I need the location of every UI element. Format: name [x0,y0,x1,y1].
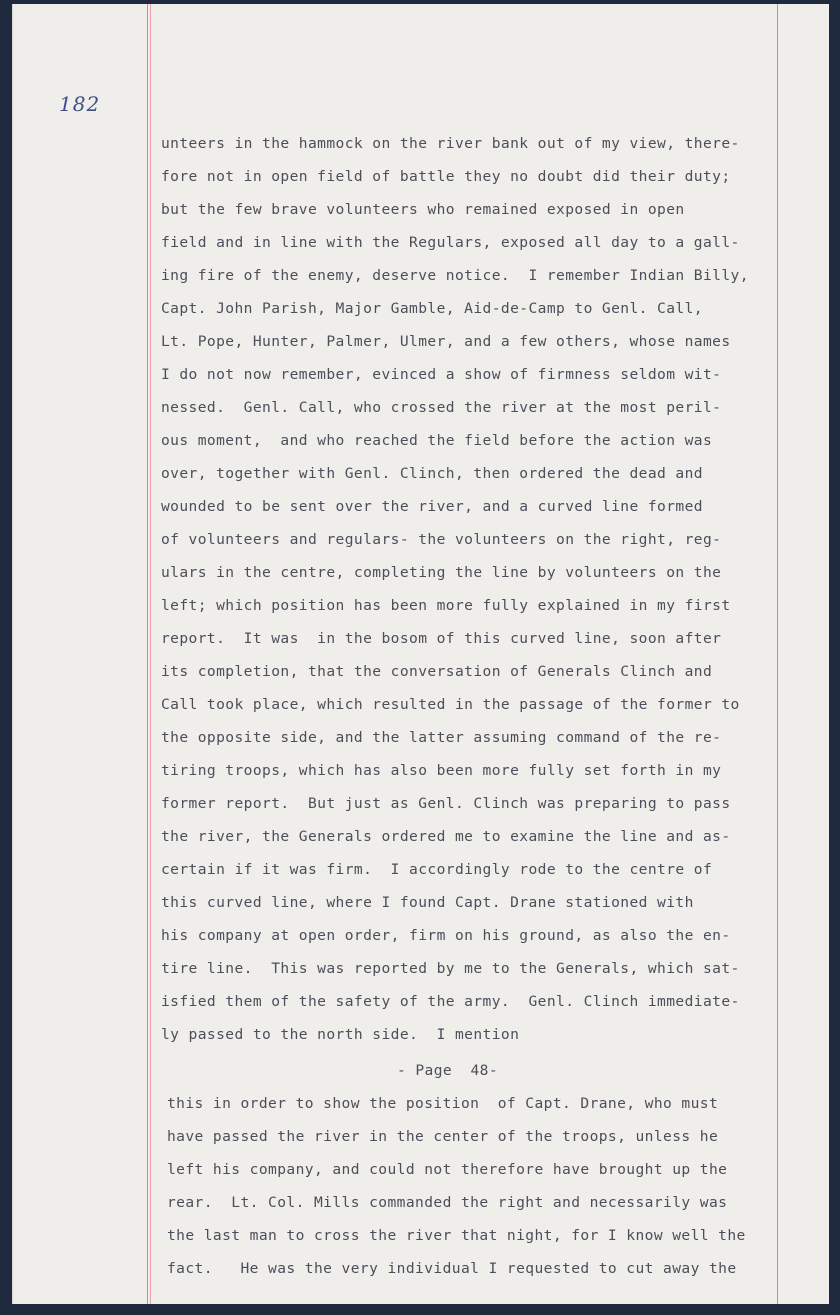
text-line: fore not in open field of battle they no doubt did their duty; [161,168,731,185]
text-line: field and in line with the Regulars, exposed all day to a gall- [161,234,740,251]
text-line: the river, the Generals ordered me to examine the line and as- [161,828,731,845]
text-line: the last man to cross the river that night, for I know well the [167,1227,746,1244]
text-line: ulars in the centre, completing the line by volunteers on the [161,564,722,581]
text-line: have passed the river in the center of the troops, unless he [167,1128,719,1145]
text-line: I do not now remember, evinced a show of firmness seldom wit- [161,366,722,383]
text-line: report. It was in the bosom of this curved line, soon after [161,630,722,647]
document-page [12,4,829,1304]
text-line: wounded to be sent over the river, and a curved line formed [161,498,703,515]
text-line: the opposite side, and the latter assuming command of the re- [161,729,722,746]
text-line: rear. Lt. Col. Mills commanded the right and necessarily was [167,1194,728,1211]
left-margin-rule [147,4,148,1304]
text-line: its completion, that the conversation of Generals Clinch and [161,663,713,680]
text-line: tire line. This was reported by me to the Generals, which sat- [161,960,740,977]
text-line: Lt. Pope, Hunter, Palmer, Ulmer, and a few others, whose names [161,333,731,350]
text-line: his company at open order, firm on his ground, as also the en- [161,927,731,944]
text-line: isfied them of the safety of the army. Genl. Clinch immediate- [161,993,740,1010]
text-line: but the few brave volunteers who remained exposed in open [161,201,685,218]
left-margin-rule-inner [150,4,151,1304]
text-line: Call took place, which resulted in the passage of the former to [161,696,740,713]
text-line: Capt. John Parish, Major Gamble, Aid-de-Camp to Genl. Call, [161,300,703,317]
text-line: left his company, and could not therefore have brought up the [167,1161,728,1178]
text-line: left; which position has been more fully explained in my first [161,597,731,614]
right-margin-rule [777,4,778,1304]
text-line: tiring troops, which has also been more fully set forth in my [161,762,722,779]
text-line: nessed. Genl. Call, who crossed the river at the most peril- [161,399,722,416]
text-line: of volunteers and regulars- the volunteers on the right, reg- [161,531,722,548]
text-line: this curved line, where I found Capt. Drane stationed with [161,894,694,911]
text-line: certain if it was firm. I accordingly rode to the centre of [161,861,713,878]
text-line: unteers in the hammock on the river bank out of my view, there- [161,135,740,152]
handwritten-page-number: 182 [59,92,101,116]
text-line: ous moment, and who reached the field before the action was [161,432,713,449]
text-line: ly passed to the north side. I mention [161,1026,520,1043]
page-footer: - Page 48- [397,1062,499,1079]
text-line: this in order to show the position of Capt. Drane, who must [167,1095,719,1112]
text-line: former report. But just as Genl. Clinch was preparing to pass [161,795,731,812]
text-line: fact. He was the very individual I requested to cut away the [167,1260,737,1277]
text-line: ing fire of the enemy, deserve notice. I remember Indian Billy, [161,267,749,284]
text-line: over, together with Genl. Clinch, then ordered the dead and [161,465,703,482]
